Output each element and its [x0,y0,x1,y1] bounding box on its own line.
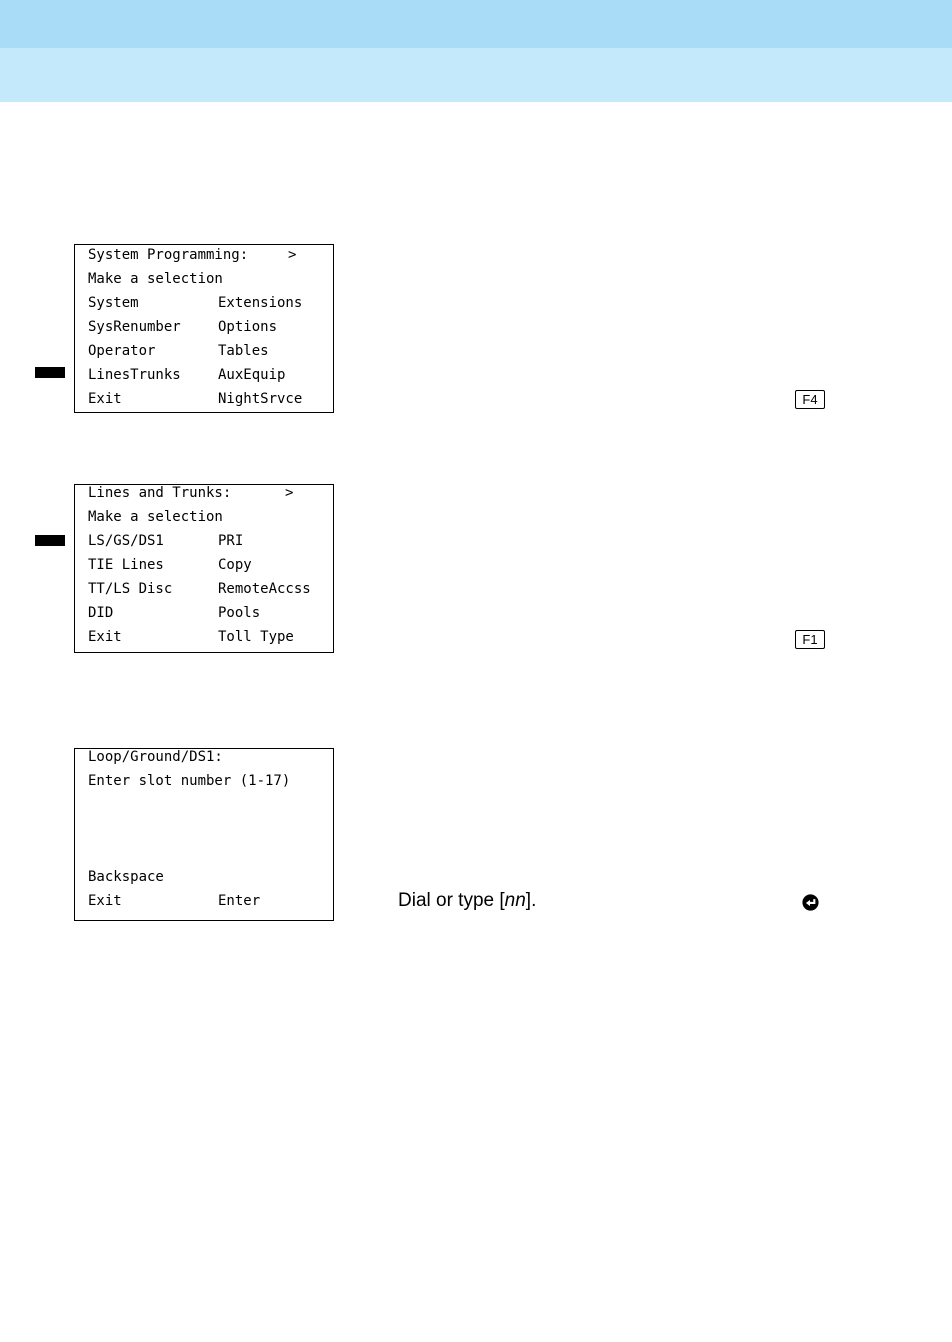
f1-key-icon[interactable]: F1 [795,630,825,649]
dial-instruction [398,890,536,912]
option-pools[interactable]: Pools [218,605,261,621]
f4-key-icon[interactable]: F4 [795,390,825,409]
selection-marker-icon [35,367,65,378]
header-band [0,0,952,48]
option-exit[interactable]: Exit [88,629,122,645]
system-programming-screen [74,244,334,413]
screen-prompt: Enter slot number (1-17) [88,773,291,789]
option-extensions[interactable]: Extensions [218,295,303,311]
next-page-arrow[interactable]: > [285,485,294,501]
backspace-option[interactable]: Backspace [88,869,164,885]
instruction-variable: nn [504,890,526,911]
lines-and-trunks-screen [74,484,334,653]
option-pri[interactable]: PRI [218,533,244,549]
instruction-prefix: Dial or type [ [398,890,505,911]
screen-title: Lines and Trunks: [88,485,232,501]
option-copy[interactable]: Copy [218,557,252,573]
option-enter[interactable]: Enter [218,893,261,909]
option-ls-gs-ds1[interactable]: LS/GS/DS1 [88,533,164,549]
screen-prompt: Make a selection [88,271,223,287]
option-linestrunks[interactable]: LinesTrunks [88,367,181,383]
option-auxequip[interactable]: AuxEquip [218,367,286,383]
option-exit[interactable]: Exit [88,391,122,407]
option-toll-type[interactable]: Toll Type [218,629,294,645]
option-tie-lines[interactable]: TIE Lines [88,557,164,573]
option-options[interactable]: Options [218,319,278,335]
option-exit[interactable]: Exit [88,893,122,909]
enter-key-icon[interactable] [801,893,820,912]
option-operator[interactable]: Operator [88,343,156,359]
instruction-suffix: ]. [525,890,537,911]
screen-prompt: Make a selection [88,509,223,525]
option-system[interactable]: System [88,295,139,311]
option-sysrenumber[interactable]: SysRenumber [88,319,181,335]
next-page-arrow[interactable]: > [288,247,297,263]
option-did[interactable]: DID [88,605,114,621]
screen-title: Loop/Ground/DS1: [88,749,223,765]
option-nightsrvce[interactable]: NightSrvce [218,391,303,407]
selection-marker-icon [35,535,65,546]
screen-title: System Programming: [88,247,249,263]
option-tt-ls-disc[interactable]: TT/LS Disc [88,581,173,597]
option-tables[interactable]: Tables [218,343,269,359]
header-subband [0,48,952,102]
option-remoteaccss[interactable]: RemoteAccss [218,581,311,597]
loop-ground-ds1-screen [74,748,334,921]
